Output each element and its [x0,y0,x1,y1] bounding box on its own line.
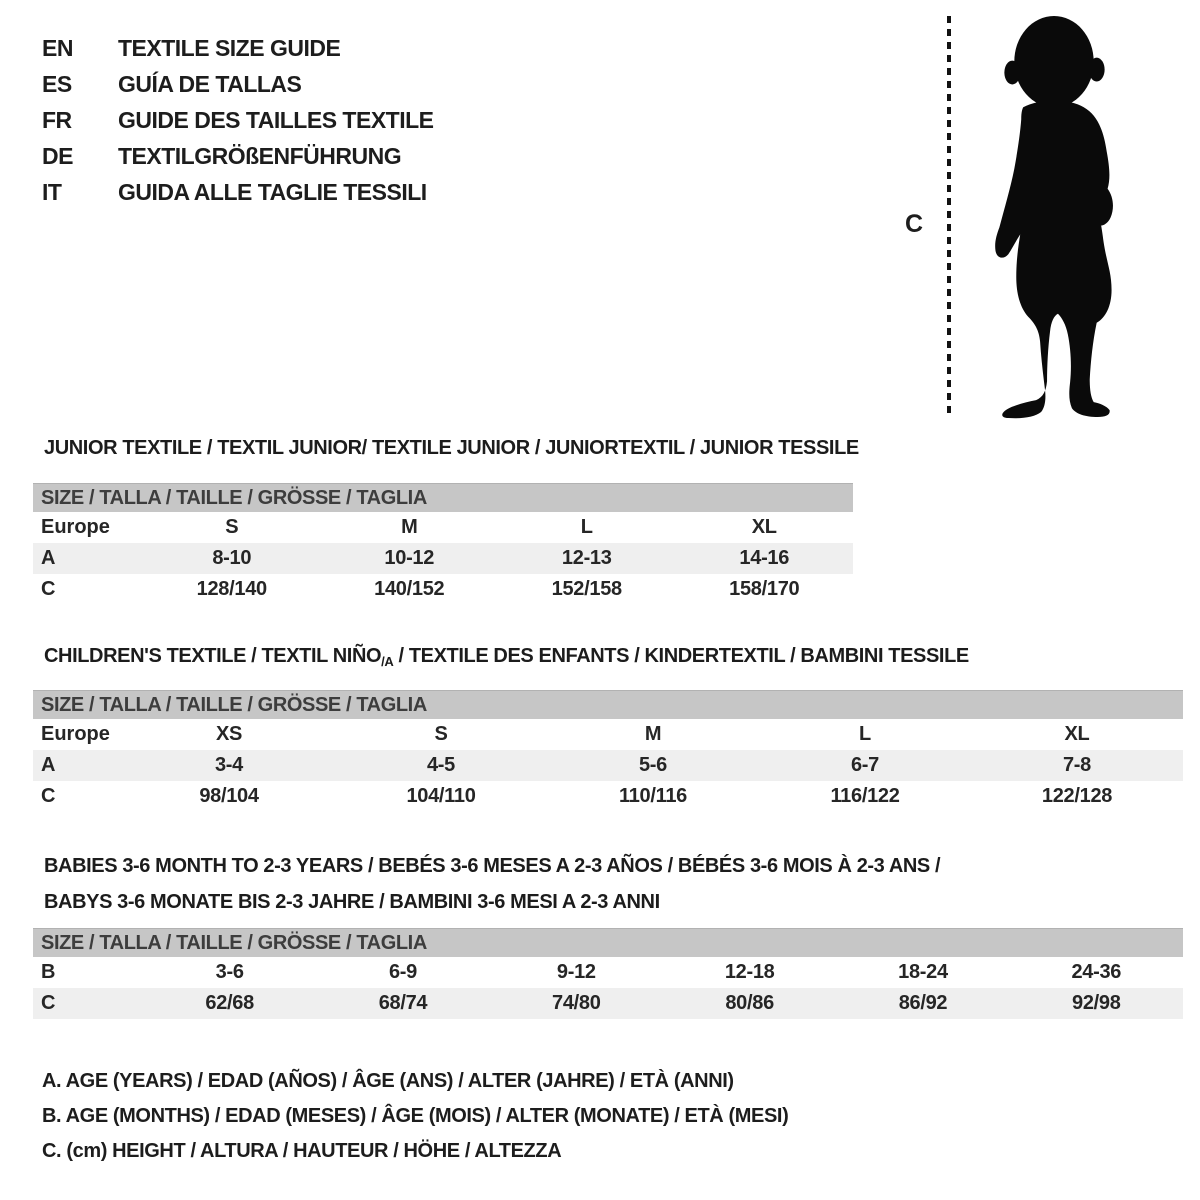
size-value: L [580,516,593,538]
children-size-header-bar: SIZE / TALLA / TAILLE / GRÖSSE / TAGLIA [33,690,1183,719]
language-title: TEXTILE SIZE GUIDE [118,34,341,61]
children-row-age [33,750,1183,781]
junior-size-header-bar: SIZE / TALLA / TAILLE / GRÖSSE / TAGLIA [33,483,853,512]
children-row-europe [33,719,1183,750]
junior-row-height [33,574,853,605]
age-value: 14-16 [739,547,790,569]
age-value: 7-8 [1062,754,1091,776]
height-measure-label: C [905,210,924,238]
months-value: 6-9 [388,961,417,983]
language-row [42,174,434,210]
height-value: 92/98 [1072,992,1121,1014]
row-label: B [41,961,56,983]
size-value: L [859,723,871,745]
size-value: XL [1064,723,1090,745]
months-value: 12-18 [724,961,775,983]
language-title: TEXTILGRÖßENFÜHRUNG [118,142,402,169]
age-value: 6-7 [850,754,879,776]
height-value: 110/116 [619,785,687,807]
age-value: 3-4 [214,754,243,776]
children-row-height [33,781,1183,812]
children-size-table [33,690,1183,812]
age-value: 4-5 [426,754,455,776]
age-value: 12-13 [561,547,612,569]
language-code: DE [42,142,73,169]
row-label: Europe [41,723,110,745]
language-row [42,30,434,66]
language-row [42,66,434,102]
row-label: C [41,992,56,1014]
babies-size-header-bar: SIZE / TALLA / TAILLE / GRÖSSE / TAGLIA [33,928,1183,957]
junior-row-europe [33,512,853,543]
months-value: 18-24 [898,961,948,983]
language-code: ES [42,70,72,97]
junior-section-heading: JUNIOR TEXTILE / TEXTIL JUNIOR/ TEXTILE JUNIOR / JUNIORTEXTIL / JUNIOR TESSILE [44,437,859,459]
language-title: GUIDE DES TAILLES TEXTILE [118,106,434,133]
babies-heading-line2: BABYS 3-6 MONATE BIS 2-3 JAHRE / BAMBINI 3-6 MESI A 2-3 ANNI [44,891,660,913]
babies-size-table [33,928,1183,1019]
age-value: 8-10 [212,547,252,569]
size-value: XL [751,516,777,538]
language-row [42,138,434,174]
row-label: C [41,578,56,600]
height-value: 68/74 [378,992,428,1014]
row-label: A [41,754,56,776]
size-value: M [644,723,662,745]
junior-size-table [33,483,853,605]
row-label: C [41,785,56,807]
height-value: 62/68 [205,992,254,1014]
measure-legend [42,1064,788,1169]
height-value: 152/158 [551,578,622,600]
language-title-list [42,30,434,210]
junior-row-age [33,543,853,574]
row-label: Europe [41,516,110,538]
language-title: GUÍA DE TALLAS [118,70,302,97]
months-value: 3-6 [215,961,244,983]
language-row [42,102,434,138]
size-value: XS [215,723,243,745]
babies-heading-line1: BABIES 3-6 MONTH TO 2-3 YEARS / BEBÉS 3-6 MESES A 2-3 AÑOS / BÉBÉS 3-6 MOIS À 2-3 ANS / [44,855,941,877]
height-dashed-line [947,16,951,416]
height-value: 140/152 [374,578,445,600]
legend-line-c: C. (cm) HEIGHT / ALTURA / HAUTEUR / HÖHE / ALTEZZA [42,1140,562,1162]
language-code: EN [42,34,73,61]
height-value: 98/104 [199,785,259,807]
language-title: GUIDA ALLE TAGLIE TESSILI [118,178,427,205]
size-value: M [401,516,418,538]
row-label: A [41,547,56,569]
months-value: 9-12 [556,961,596,983]
height-value: 128/140 [196,578,267,600]
toddler-silhouette-icon [962,12,1144,419]
age-value: 10-12 [384,547,435,569]
size-value: S [434,723,448,745]
babies-row-months [33,957,1183,988]
babies-row-height [33,988,1183,1019]
months-value: 24-36 [1071,961,1122,983]
language-code: IT [42,178,62,205]
height-value: 116/122 [830,785,900,807]
children-section-heading: CHILDREN'S TEXTILE / TEXTIL $NIÑO_{/A}$ / TEXTILE DES ENFANTS / KINDERTEXTIL / BAMBINI TESSILE [44,645,969,669]
height-value: 86/92 [898,992,948,1014]
age-value: 5-6 [638,754,667,776]
height-value: 74/80 [552,992,601,1014]
babies-section-heading [44,848,940,920]
legend-line-b: B. AGE (MONTHS) / EDAD (MESES) / ÂGE (MOIS) / ALTER (MONATE) / ETÀ (MESI) [42,1105,789,1127]
legend-line-a: A. AGE (YEARS) / EDAD (AÑOS) / ÂGE (ANS) / ALTER (JAHRE) / ETÀ (ANNI) [42,1070,734,1092]
height-value: 158/170 [729,578,800,600]
language-code: FR [42,106,72,133]
height-value: 80/86 [725,992,774,1014]
size-value: S [225,516,239,538]
height-value: 104/110 [406,785,476,807]
height-value: 122/128 [1041,785,1113,807]
nino-a-subscript: /A [381,654,394,669]
